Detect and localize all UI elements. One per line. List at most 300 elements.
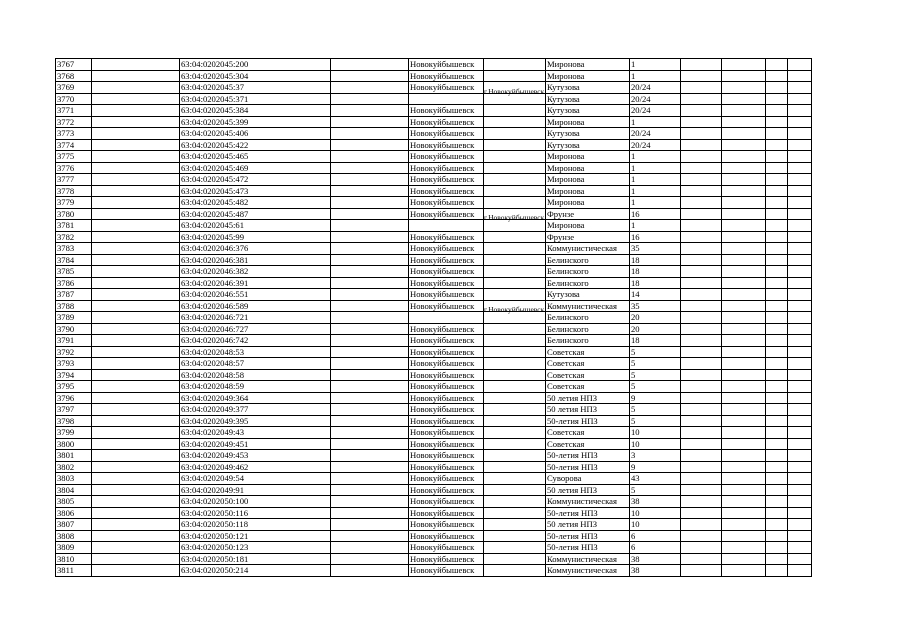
street-cell: Кутузова — [546, 93, 630, 105]
empty-cell — [788, 496, 812, 508]
empty-cell — [92, 59, 180, 71]
cadastral-number-cell: 63:04:0202045:482 — [180, 197, 331, 209]
empty-cell — [331, 473, 409, 485]
empty-cell — [92, 565, 180, 577]
row-number-cell: 3774 — [56, 139, 92, 151]
empty-cell — [788, 162, 812, 174]
empty-cell — [681, 335, 722, 347]
row-number-cell: 3802 — [56, 461, 92, 473]
empty-cell — [766, 185, 788, 197]
street-cell: 50-летия НПЗ — [546, 450, 630, 462]
house-number-cell: 18 — [630, 277, 681, 289]
cadastral-number-cell: 63:04:0202048:53 — [180, 346, 331, 358]
street-cell: Кутузова — [546, 128, 630, 140]
empty-cell — [722, 346, 766, 358]
street-cell: Миронова — [546, 220, 630, 232]
house-number-cell: 38 — [630, 496, 681, 508]
empty-cell — [92, 427, 180, 439]
empty-cell — [788, 59, 812, 71]
row-number-cell: 3773 — [56, 128, 92, 140]
empty-cell — [681, 116, 722, 128]
row-number-cell: 3801 — [56, 450, 92, 462]
empty-cell — [788, 392, 812, 404]
empty-cell — [788, 519, 812, 531]
empty-cell — [92, 323, 180, 335]
cadastral-number-cell: 63:04:0202048:57 — [180, 358, 331, 370]
table-row — [56, 128, 812, 140]
row-number-cell: 3788 — [56, 300, 92, 312]
empty-cell — [681, 473, 722, 485]
row-number-cell: 3810 — [56, 553, 92, 565]
street-cell: 50-летия НПЗ — [546, 461, 630, 473]
table-row — [56, 82, 812, 94]
table-row — [56, 220, 812, 232]
empty-cell — [788, 116, 812, 128]
empty-cell — [92, 289, 180, 301]
empty-cell — [681, 139, 722, 151]
empty-cell — [766, 369, 788, 381]
empty-cell — [92, 208, 180, 220]
street-cell: Белинского — [546, 266, 630, 278]
cadastral-number-cell: 63:04:0202050:214 — [180, 565, 331, 577]
empty-cell — [722, 404, 766, 416]
city-cell: Новокуйбышевск — [409, 530, 484, 542]
empty-cell — [681, 438, 722, 450]
table-row — [56, 151, 812, 163]
city-cell: Новокуйбышевск — [409, 162, 484, 174]
row-number-cell: 3786 — [56, 277, 92, 289]
empty-cell — [331, 174, 409, 186]
cadastral-number-cell: 63:04:0202048:58 — [180, 369, 331, 381]
table-row — [56, 105, 812, 117]
house-number-cell: 38 — [630, 553, 681, 565]
house-number-cell: 10 — [630, 438, 681, 450]
empty-cell — [788, 553, 812, 565]
empty-cell — [766, 197, 788, 209]
empty-cell — [92, 346, 180, 358]
city-cell: Новокуйбышевск — [409, 82, 484, 94]
empty-cell — [766, 139, 788, 151]
cadastral-number-cell: 63:04:0202050:121 — [180, 530, 331, 542]
empty-cell — [722, 427, 766, 439]
empty-cell — [766, 335, 788, 347]
house-number-cell: 10 — [630, 519, 681, 531]
house-number-cell: 20/24 — [630, 93, 681, 105]
house-number-cell: 18 — [630, 335, 681, 347]
empty-cell — [722, 277, 766, 289]
empty-cell — [788, 300, 812, 312]
empty-cell — [722, 139, 766, 151]
cadastral-number-cell: 63:04:0202050:118 — [180, 519, 331, 531]
empty-cell — [766, 507, 788, 519]
empty-cell — [92, 266, 180, 278]
street-cell: Кутузова — [546, 82, 630, 94]
empty-cell — [788, 438, 812, 450]
empty-cell — [766, 450, 788, 462]
cadastral-number-cell: 63:04:0202045:469 — [180, 162, 331, 174]
empty-cell — [681, 243, 722, 255]
empty-cell — [92, 369, 180, 381]
empty-cell — [766, 300, 788, 312]
house-number-cell: 20/24 — [630, 82, 681, 94]
city-cell: Новокуйбышевск — [409, 358, 484, 370]
empty-cell — [331, 496, 409, 508]
empty-cell — [722, 507, 766, 519]
street-cell: Белинского — [546, 323, 630, 335]
empty-cell — [681, 404, 722, 416]
house-number-cell: 1 — [630, 116, 681, 128]
empty-cell — [766, 312, 788, 324]
cadastral-number-cell: 63:04:0202045:61 — [180, 220, 331, 232]
empty-cell — [331, 185, 409, 197]
cadastral-number-cell: 63:04:0202045:422 — [180, 139, 331, 151]
table-row — [56, 116, 812, 128]
house-number-cell: 10 — [630, 507, 681, 519]
table-row — [56, 450, 812, 462]
empty-cell — [681, 427, 722, 439]
table-row — [56, 93, 812, 105]
empty-cell — [788, 507, 812, 519]
house-number-cell: 20/24 — [630, 128, 681, 140]
table-row — [56, 358, 812, 370]
cadastral-number-cell: 63:04:0202049:54 — [180, 473, 331, 485]
street-cell: Коммунистическая — [546, 565, 630, 577]
empty-cell — [788, 174, 812, 186]
house-number-cell: 5 — [630, 415, 681, 427]
cadastral-number-cell: 63:04:0202046:381 — [180, 254, 331, 266]
street-cell: Миронова — [546, 151, 630, 163]
city-cell: Новокуйбышевск — [409, 105, 484, 117]
city-cell: Новокуйбышевск — [409, 300, 484, 312]
cadastral-number-cell: 63:04:0202045:473 — [180, 185, 331, 197]
table-row — [56, 404, 812, 416]
empty-cell — [681, 128, 722, 140]
table-row — [56, 346, 812, 358]
empty-cell — [722, 496, 766, 508]
table-row — [56, 208, 812, 220]
street-cell: Миронова — [546, 185, 630, 197]
city-cell: Новокуйбышевск — [409, 243, 484, 255]
house-number-cell: 20/24 — [630, 139, 681, 151]
table-row — [56, 277, 812, 289]
empty-cell — [766, 231, 788, 243]
empty-cell — [331, 220, 409, 232]
empty-cell — [681, 542, 722, 554]
empty-cell — [681, 358, 722, 370]
cadastral-number-cell: 63:04:0202046:742 — [180, 335, 331, 347]
street-cell: Коммунистическая — [546, 553, 630, 565]
house-number-cell: 5 — [630, 484, 681, 496]
empty-cell — [722, 105, 766, 117]
house-number-cell: 9 — [630, 461, 681, 473]
empty-cell — [681, 151, 722, 163]
city-cell: Новокуйбышевск — [409, 254, 484, 266]
table-row — [56, 438, 812, 450]
empty-cell — [788, 461, 812, 473]
empty-cell — [766, 254, 788, 266]
row-number-cell: 3796 — [56, 392, 92, 404]
table-row — [56, 427, 812, 439]
row-number-cell: 3797 — [56, 404, 92, 416]
empty-cell — [788, 220, 812, 232]
table-row — [56, 369, 812, 381]
row-number-cell: 3782 — [56, 231, 92, 243]
house-number-cell: 1 — [630, 185, 681, 197]
empty-cell — [766, 392, 788, 404]
cadastral-number-cell: 63:04:0202049:377 — [180, 404, 331, 416]
house-number-cell: 35 — [630, 300, 681, 312]
cadastral-number-cell: 63:04:0202046:376 — [180, 243, 331, 255]
locality-text — [484, 559, 548, 576]
empty-cell — [331, 231, 409, 243]
row-number-cell: 3772 — [56, 116, 92, 128]
city-cell: Новокуйбышевск — [409, 484, 484, 496]
locality-text: г.Новокуйбышевск — [484, 87, 545, 96]
empty-cell — [681, 174, 722, 186]
empty-cell — [788, 70, 812, 82]
city-cell: Новокуйбышевск — [409, 450, 484, 462]
cadastral-number-cell: 63:04:0202045:200 — [180, 59, 331, 71]
house-number-cell: 1 — [630, 59, 681, 71]
empty-cell — [788, 473, 812, 485]
city-cell: Новокуйбышевск — [409, 277, 484, 289]
street-cell: Белинского — [546, 254, 630, 266]
empty-cell — [766, 243, 788, 255]
city-cell: Новокуйбышевск — [409, 565, 484, 577]
empty-cell — [788, 289, 812, 301]
empty-cell — [722, 450, 766, 462]
row-number-cell: 3792 — [56, 346, 92, 358]
house-number-cell: 5 — [630, 381, 681, 393]
empty-cell — [331, 415, 409, 427]
table-row — [56, 461, 812, 473]
empty-cell — [722, 254, 766, 266]
street-cell: Фрунзе — [546, 208, 630, 220]
empty-cell — [92, 381, 180, 393]
street-cell: 50 летия НПЗ — [546, 519, 630, 531]
cadastral-number-cell: 63:04:0202046:589 — [180, 300, 331, 312]
street-cell: 50 летия НПЗ — [546, 404, 630, 416]
table-row — [56, 530, 812, 542]
street-cell: 50 летия НПЗ — [546, 392, 630, 404]
empty-cell — [681, 507, 722, 519]
cadastral-number-cell: 63:04:0202045:465 — [180, 151, 331, 163]
empty-cell — [681, 519, 722, 531]
house-number-cell: 1 — [630, 174, 681, 186]
cadastral-number-cell: 63:04:0202046:382 — [180, 266, 331, 278]
empty-cell — [788, 277, 812, 289]
street-cell: 50-летия НПЗ — [546, 542, 630, 554]
empty-cell — [788, 254, 812, 266]
empty-cell — [766, 438, 788, 450]
house-number-cell: 20 — [630, 312, 681, 324]
cadastral-number-cell: 63:04:0202045:399 — [180, 116, 331, 128]
empty-cell — [788, 208, 812, 220]
empty-cell — [92, 404, 180, 416]
empty-cell — [331, 507, 409, 519]
empty-cell — [92, 392, 180, 404]
empty-cell — [331, 484, 409, 496]
street-cell: Белинского — [546, 312, 630, 324]
city-cell: Новокуйбышевск — [409, 197, 484, 209]
empty-cell — [681, 220, 722, 232]
table-row — [56, 335, 812, 347]
empty-cell — [788, 151, 812, 163]
empty-cell — [766, 553, 788, 565]
empty-cell — [766, 323, 788, 335]
house-number-cell: 20/24 — [630, 105, 681, 117]
city-cell: Новокуйбышевск — [409, 116, 484, 128]
empty-cell — [681, 312, 722, 324]
house-number-cell: 16 — [630, 208, 681, 220]
empty-cell — [766, 266, 788, 278]
house-number-cell: 3 — [630, 450, 681, 462]
cadastral-number-cell: 63:04:0202045:371 — [180, 93, 331, 105]
empty-cell — [92, 450, 180, 462]
empty-cell — [788, 530, 812, 542]
table-row — [56, 542, 812, 554]
empty-cell — [681, 415, 722, 427]
house-number-cell: 1 — [630, 162, 681, 174]
row-number-cell: 3807 — [56, 519, 92, 531]
empty-cell — [722, 392, 766, 404]
empty-cell — [331, 553, 409, 565]
street-cell: Коммунистическая — [546, 496, 630, 508]
table-row — [56, 162, 812, 174]
empty-cell — [92, 70, 180, 82]
empty-cell — [681, 59, 722, 71]
empty-cell — [788, 312, 812, 324]
empty-cell — [766, 93, 788, 105]
street-cell: Миронова — [546, 59, 630, 71]
empty-cell — [92, 162, 180, 174]
street-cell: Советская — [546, 369, 630, 381]
empty-cell — [681, 185, 722, 197]
house-number-cell: 1 — [630, 70, 681, 82]
empty-cell — [331, 450, 409, 462]
empty-cell — [788, 266, 812, 278]
row-number-cell: 3798 — [56, 415, 92, 427]
table-row — [56, 289, 812, 301]
row-number-cell: 3800 — [56, 438, 92, 450]
cadastral-number-cell: 63:04:0202050:100 — [180, 496, 331, 508]
locality-cell — [484, 565, 546, 577]
empty-cell — [722, 174, 766, 186]
table-row — [56, 484, 812, 496]
city-cell — [409, 93, 484, 105]
empty-cell — [92, 93, 180, 105]
empty-cell — [331, 461, 409, 473]
empty-cell — [722, 381, 766, 393]
empty-cell — [722, 519, 766, 531]
empty-cell — [331, 254, 409, 266]
house-number-cell: 35 — [630, 243, 681, 255]
empty-cell — [722, 553, 766, 565]
empty-cell — [681, 323, 722, 335]
empty-cell — [766, 484, 788, 496]
table-row — [56, 473, 812, 485]
empty-cell — [681, 450, 722, 462]
city-cell: Новокуйбышевск — [409, 70, 484, 82]
empty-cell — [788, 484, 812, 496]
street-cell: Советская — [546, 438, 630, 450]
empty-cell — [722, 59, 766, 71]
empty-cell — [92, 231, 180, 243]
cadastral-number-cell: 63:04:0202048:59 — [180, 381, 331, 393]
empty-cell — [92, 496, 180, 508]
house-number-cell: 1 — [630, 197, 681, 209]
empty-cell — [681, 93, 722, 105]
empty-cell — [331, 335, 409, 347]
city-cell: Новокуйбышевск — [409, 519, 484, 531]
row-number-cell: 3808 — [56, 530, 92, 542]
empty-cell — [788, 369, 812, 381]
city-cell: Новокуйбышевск — [409, 174, 484, 186]
house-number-cell: 10 — [630, 427, 681, 439]
empty-cell — [788, 323, 812, 335]
house-number-cell: 5 — [630, 404, 681, 416]
empty-cell — [722, 208, 766, 220]
street-cell: Белинского — [546, 277, 630, 289]
empty-cell — [788, 358, 812, 370]
row-number-cell: 3789 — [56, 312, 92, 324]
city-cell: Новокуйбышевск — [409, 369, 484, 381]
empty-cell — [722, 162, 766, 174]
empty-cell — [331, 300, 409, 312]
table-row — [56, 254, 812, 266]
empty-cell — [681, 162, 722, 174]
empty-cell — [788, 197, 812, 209]
row-number-cell: 3811 — [56, 565, 92, 577]
table-row — [56, 231, 812, 243]
empty-cell — [331, 530, 409, 542]
empty-cell — [331, 438, 409, 450]
table-row — [56, 59, 812, 71]
row-number-cell: 3794 — [56, 369, 92, 381]
empty-cell — [788, 139, 812, 151]
empty-cell — [722, 82, 766, 94]
empty-cell — [92, 335, 180, 347]
street-cell: 50-летия НПЗ — [546, 415, 630, 427]
empty-cell — [788, 335, 812, 347]
cadastral-number-cell: 63:04:0202046:551 — [180, 289, 331, 301]
empty-cell — [331, 70, 409, 82]
street-cell: 50-летия НПЗ — [546, 530, 630, 542]
street-cell: 50 летия НПЗ — [546, 484, 630, 496]
table-row — [56, 300, 812, 312]
empty-cell — [331, 404, 409, 416]
street-cell: Миронова — [546, 162, 630, 174]
empty-cell — [788, 542, 812, 554]
empty-cell — [92, 312, 180, 324]
empty-cell — [331, 93, 409, 105]
empty-cell — [681, 484, 722, 496]
empty-cell — [92, 197, 180, 209]
house-number-cell: 16 — [630, 231, 681, 243]
empty-cell — [92, 473, 180, 485]
street-cell: Кутузова — [546, 289, 630, 301]
table-body — [56, 59, 812, 577]
empty-cell — [766, 415, 788, 427]
empty-cell — [331, 542, 409, 554]
city-cell: Новокуйбышевск — [409, 438, 484, 450]
empty-cell — [331, 59, 409, 71]
cadastral-number-cell: 63:04:0202045:99 — [180, 231, 331, 243]
cadastral-number-cell: 63:04:0202046:391 — [180, 277, 331, 289]
empty-cell — [681, 461, 722, 473]
table-row — [56, 415, 812, 427]
street-cell: Советская — [546, 381, 630, 393]
